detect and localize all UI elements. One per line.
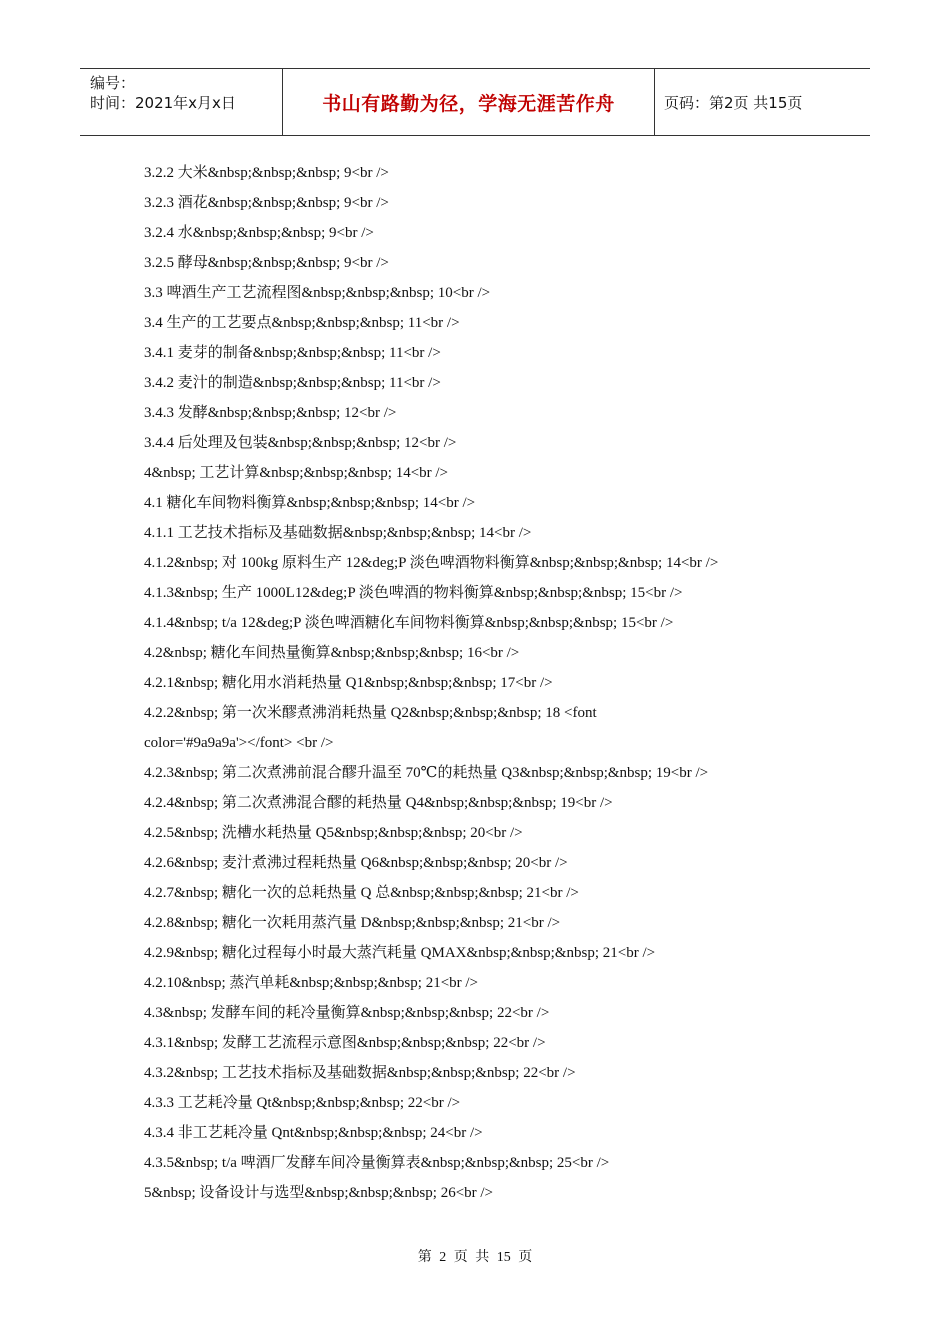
toc-entry: 4.3.5&nbsp; t/a 啤酒厂发酵车间冷量衡算表&nbsp;&nbsp;&nbsp; 25<br /> (144, 1155, 610, 1171)
toc-entry: 4.2&nbsp; 糖化车间热量衡算&nbsp;&nbsp;&nbsp; 16<br /> (144, 645, 520, 661)
toc-entry: 4.1 糖化车间物料衡算&nbsp;&nbsp;&nbsp; 14<br /> (144, 495, 476, 511)
toc-entry: 4.1.3&nbsp; 生产 1000L12&deg;P 淡色啤酒的物料衡算&nbsp;&nbsp;&nbsp; 15<br /> (144, 585, 683, 601)
toc-entry: 3.4.1 麦芽的制备&nbsp;&nbsp;&nbsp; 11<br /> (144, 345, 441, 361)
toc-entry: 4.2.10&nbsp; 蒸汽单耗&nbsp;&nbsp;&nbsp; 21<br /> (144, 975, 479, 991)
document-number-label: 编号： (90, 74, 136, 92)
toc-entry: 3.4 生产的工艺要点&nbsp;&nbsp;&nbsp; 11<br /> (144, 315, 460, 331)
toc-entry: 4.3.1&nbsp; 发酵工艺流程示意图&nbsp;&nbsp;&nbsp; 22<br /> (144, 1035, 546, 1051)
page-footer: 第 2 页 共 15 页 (417, 1250, 533, 1265)
toc-entry: 4.2.2&nbsp; 第一次米醪煮沸消耗热量 Q2&nbsp;&nbsp;&nbsp; 18 <font (144, 705, 597, 721)
toc-entry: 3.4.3 发酵&nbsp;&nbsp;&nbsp; 12<br /> (144, 405, 397, 421)
toc-entry: 3.2.4 水&nbsp;&nbsp;&nbsp; 9<br /> (144, 225, 374, 241)
toc-entry: 3.2.3 酒花&nbsp;&nbsp;&nbsp; 9<br /> (144, 195, 389, 211)
toc-entry: 4.1.2&nbsp; 对 100kg 原料生产 12&deg;P 淡色啤酒物料衡算&nbsp;&nbsp;&nbsp; 14<br /> (144, 555, 719, 571)
toc-entry: color='#9a9a9a'></font> <br /> (144, 735, 334, 751)
toc-entry: 5&nbsp; 设备设计与选型&nbsp;&nbsp;&nbsp; 26<br /> (144, 1185, 494, 1201)
toc-entry: 4.1.1 工艺技术指标及基础数据&nbsp;&nbsp;&nbsp; 14<br /> (144, 525, 532, 541)
toc-entry: 4.2.4&nbsp; 第二次煮沸混合醪的耗热量 Q4&nbsp;&nbsp;&nbsp; 19<br /> (144, 795, 613, 811)
toc-entry: 4.2.8&nbsp; 糖化一次耗用蒸汽量 D&nbsp;&nbsp;&nbsp; 21<br /> (144, 915, 561, 931)
header-meta (80, 69, 282, 135)
toc-entry: 4&nbsp; 工艺计算&nbsp;&nbsp;&nbsp; 14<br /> (144, 465, 449, 481)
toc-entry: 4.3.2&nbsp; 工艺技术指标及基础数据&nbsp;&nbsp;&nbsp; 22<br /> (144, 1065, 576, 1081)
toc-entry: 4.1.4&nbsp; t/a 12&deg;P 淡色啤酒糖化车间物料衡算&nbsp;&nbsp;&nbsp; 15<br /> (144, 615, 674, 631)
header-motto: 书山有路勤为径，学海无涯苦作舟 (282, 69, 655, 135)
toc-entry: 3.2.2 大米&nbsp;&nbsp;&nbsp; 9<br /> (144, 165, 389, 181)
toc-entry: 4.2.7&nbsp; 糖化一次的总耗热量 Q 总&nbsp;&nbsp;&nbsp; 21<br /> (144, 885, 579, 901)
toc-entry: 4.2.1&nbsp; 糖化用水消耗热量 Q1&nbsp;&nbsp;&nbsp; 17<br /> (144, 675, 553, 691)
toc-entry: 4.3.4 非工艺耗冷量 Qnt&nbsp;&nbsp;&nbsp; 24<br /> (144, 1125, 483, 1141)
toc-entry: 4.2.9&nbsp; 糖化过程每小时最大蒸汽耗量 QMAX&nbsp;&nbsp;&nbsp; 21<br /> (144, 945, 656, 961)
toc-entry: 4.2.5&nbsp; 洗槽水耗热量 Q5&nbsp;&nbsp;&nbsp; 20<br /> (144, 825, 523, 841)
document-date: 时间：2021年x月x日 (90, 94, 236, 112)
toc-entry: 4.3&nbsp; 发酵车间的耗冷量衡算&nbsp;&nbsp;&nbsp; 22<br /> (144, 1005, 550, 1021)
page-header (80, 68, 870, 136)
toc-entry: 4.2.3&nbsp; 第二次煮沸前混合醪升温至 70℃的耗热量 Q3&nbsp;&nbsp;&nbsp; 19<br /> (144, 765, 709, 781)
header-page-info: 页码：第2页 共15页 (664, 93, 803, 112)
toc-entry: 4.2.6&nbsp; 麦汁煮沸过程耗热量 Q6&nbsp;&nbsp;&nbsp; 20<br /> (144, 855, 568, 871)
table-of-contents (144, 158, 824, 1208)
toc-entry: 4.3.3 工艺耗冷量 Qt&nbsp;&nbsp;&nbsp; 22<br /> (144, 1095, 461, 1111)
toc-entry: 3.4.2 麦汁的制造&nbsp;&nbsp;&nbsp; 11<br /> (144, 375, 441, 391)
toc-entry: 3.4.4 后处理及包装&nbsp;&nbsp;&nbsp; 12<br /> (144, 435, 457, 451)
toc-entry: 3.2.5 酵母&nbsp;&nbsp;&nbsp; 9<br /> (144, 255, 389, 271)
toc-entry: 3.3 啤酒生产工艺流程图&nbsp;&nbsp;&nbsp; 10<br /> (144, 285, 491, 301)
